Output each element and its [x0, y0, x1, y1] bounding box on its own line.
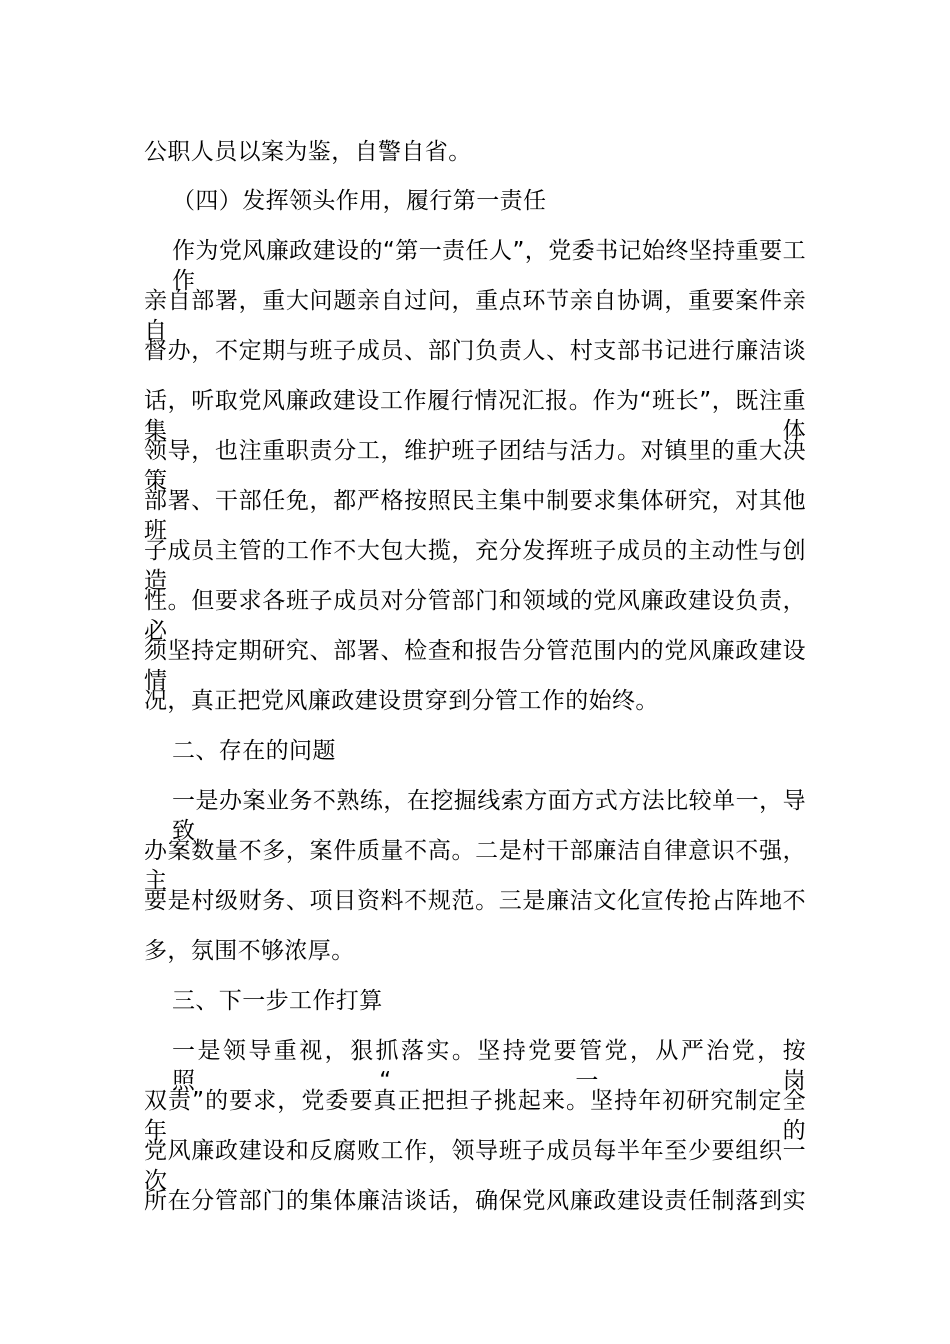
body-line: 办案数量不多，案件质量不高。二是村干部廉洁自律意识不强，主 — [144, 838, 806, 894]
body-line: 须坚持定期研究、部署、检查和报告分管范围内的党风廉政建设情 — [144, 638, 806, 694]
body-line: 亲自部署，重大问题亲自过问，重点环节亲自协调，重要案件亲自 — [144, 288, 806, 344]
body-line: 领导，也注重职责分工，维护班子团结与活力。对镇里的重大决策 — [144, 438, 806, 494]
body-line: 所在分管部门的集体廉洁谈话，确保党风廉政建设责任制落到实 — [144, 1188, 806, 1214]
body-line: 子成员主管的工作不大包大揽，充分发挥班子成员的主动性与创造 — [144, 538, 806, 594]
body-line: 公职人员以案为鉴，自警自省。 — [144, 139, 472, 165]
section-heading: 三、下一步工作打算 — [172, 988, 383, 1014]
body-line: 要是村级财务、项目资料不规范。三是廉洁文化宣传抢占阵地不 — [144, 888, 806, 914]
body-line: 部署、干部任免，都严格按照民主集中制要求集体研究，对其他班 — [144, 488, 806, 544]
body-line: 一是办案业务不熟练，在挖掘线索方面方式方法比较单一，导致 — [172, 788, 806, 844]
body-line: 督办，不定期与班子成员、部门负责人、村支部书记进行廉洁谈 — [144, 338, 806, 364]
body-line: 性。但要求各班子成员对分管部门和领域的党风廉政建设负责，必 — [144, 588, 806, 644]
body-line: 一是领导重视，狠抓落实。坚持党要管党，从严治党，按照“一岗 — [172, 1038, 806, 1094]
body-line: 党风廉政建设和反腐败工作，领导班子成员每半年至少要组织一次 — [144, 1138, 806, 1194]
body-line: 作为党风廉政建设的“第一责任人”，党委书记始终坚持重要工作 — [172, 238, 806, 294]
section-heading: （四）发挥领头作用，履行第一责任 — [172, 188, 547, 214]
body-line: 多，氛围不够浓厚。 — [144, 938, 355, 964]
body-line: 况，真正把党风廉政建设贯穿到分管工作的始终。 — [144, 688, 659, 714]
body-line: 话，听取党风廉政建设工作履行情况汇报。作为“班长”，既注重集体 — [144, 388, 806, 444]
body-line: 双责”的要求，党委要真正把担子挑起来。坚持年初研究制定全年的 — [144, 1088, 806, 1144]
section-heading: 二、存在的问题 — [172, 738, 336, 764]
